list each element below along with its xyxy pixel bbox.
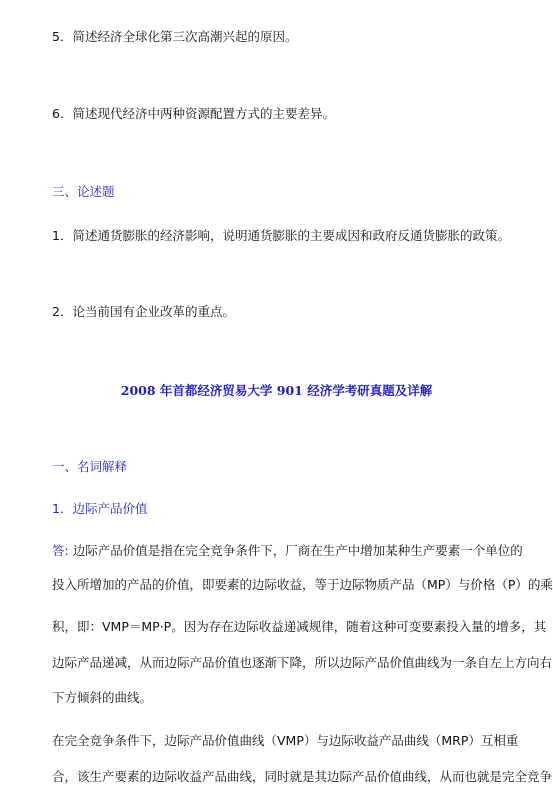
section-heading-essay: 三、论述题 (52, 184, 115, 199)
question-short-5: 5．简述经济全球化第三次高潮兴起的原因。 (52, 29, 298, 44)
exam-title: 2008 年首都经济贸易大学 901 经济学考研真题及详解 (120, 383, 433, 398)
answer-label: 答: (52, 543, 69, 558)
answer-line-4: 边际产品递减，从而边际产品价值也逐渐下降，所以边际产品价值曲线为一条自左上方向右 (52, 655, 553, 670)
answer-line-5: 下方倾斜的曲线。 (52, 690, 153, 705)
section-heading-terms: 一、名词解释 (52, 459, 128, 474)
answer-line-1 (52, 543, 524, 559)
question-essay-2: 2．论当前国有企业改革的重点。 (52, 304, 235, 319)
term-heading: 1．边际产品价值 (52, 501, 148, 516)
paragraph2-line-2: 合，该生产要素的边际收益产品曲线，同时就是其边际产品价值曲线，从而也就是完全竞争 (52, 769, 553, 784)
paragraph2-line-1: 在完全竞争条件下，边际产品价值曲线（VMP）与边际收益产品曲线（MRP）互相重 (52, 733, 519, 748)
answer-line-3: 积，即：VMP＝MP·P。因为存在边际收益递减规律，随着这种可变要素投入量的增多，其 (52, 619, 547, 634)
question-essay-1: 1．简述通货膨胀的经济影响，说明通货膨胀的主要成因和政府反通货膨胀的政策。 (52, 228, 510, 243)
question-short-6: 6．简述现代经济中两种资源配置方式的主要差异。 (52, 106, 335, 121)
answer-line-2: 投入所增加的产品的价值，即要素的边际收益，等于边际物质产品（MP）与价格（P）的乘 (52, 577, 553, 592)
answer-text-1: 边际产品价值是指在完全竞争条件下，厂商在生产中增加某种生产要素一个单位的 (68, 543, 523, 558)
